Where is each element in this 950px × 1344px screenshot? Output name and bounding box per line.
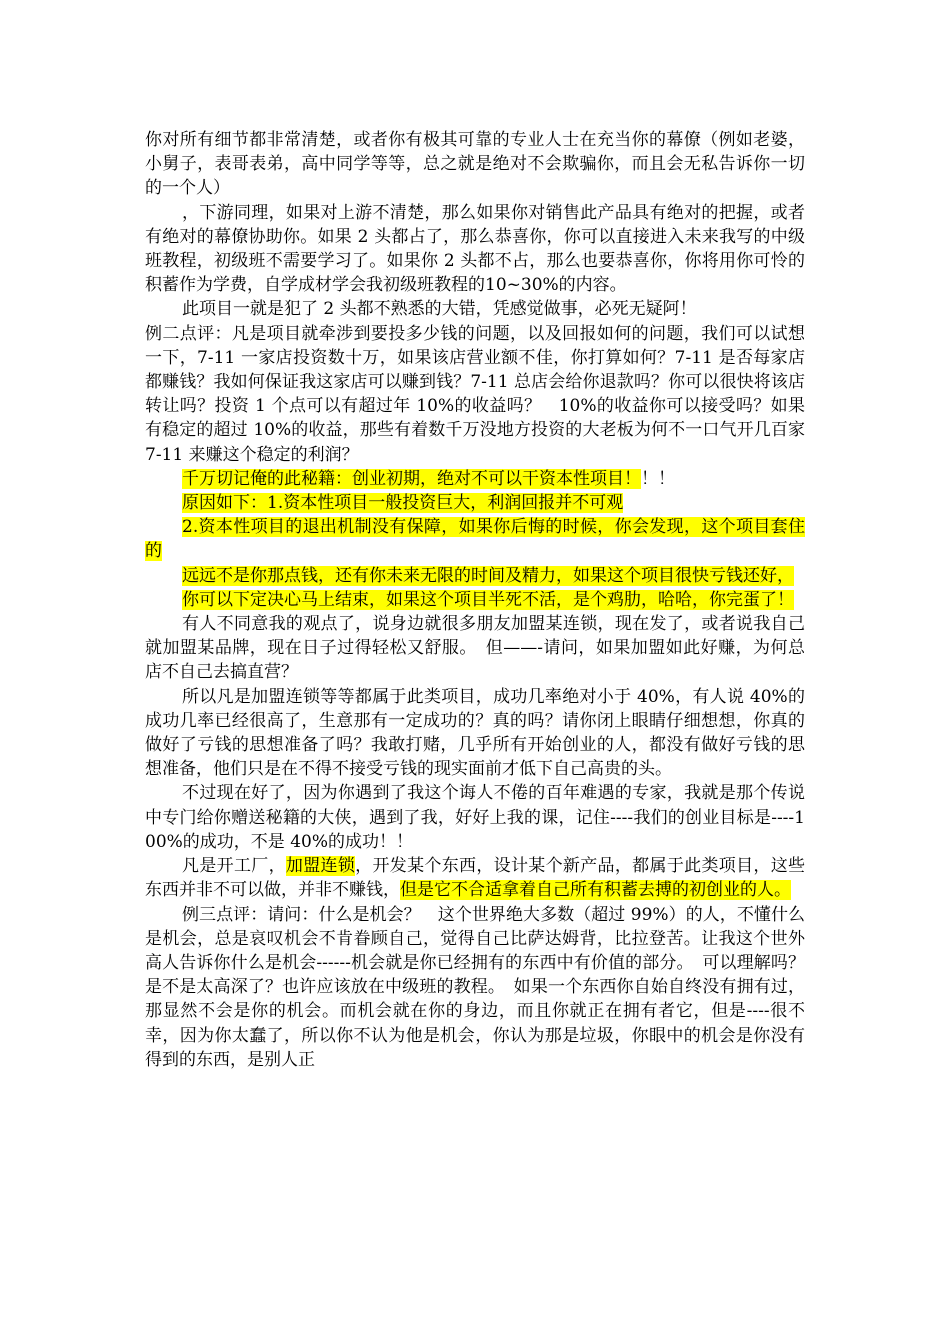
paragraph bbox=[145, 854, 805, 902]
paragraph bbox=[145, 515, 805, 563]
paragraph bbox=[145, 903, 822, 1072]
paragraph bbox=[145, 685, 805, 782]
text-segment: 所以凡是加盟连锁等等都属于此类项目，成功几率绝对小于 40%，有人说 40%的成功几率已经很高了，生意那有一定成功的？真的吗？请你闭上眼睛仔细想想，你真的做好了亏钱的思想准备了吗？我敢打赌，几乎所有开始创业的人，都没有做好亏钱的思想准备，他们只是在不得不接受亏钱的现实面前才低下自己高贵的头。 bbox=[145, 686, 805, 780]
paragraph bbox=[145, 612, 805, 685]
paragraph bbox=[145, 322, 805, 467]
text-segment: 不过现在好了，因为你遇到了我这个诲人不倦的百年难遇的专家，我就是那个传说中专门给你赠送秘籍的大侠，遇到了我，好好上我的课，记住----我们的创业目标是----100%的成功，不是 40%的成功！！ bbox=[145, 783, 805, 852]
highlighted-text: 2.资本性项目的退出机制没有保障，如果你后悔的时候，你会发现，这个项目套住的 bbox=[145, 517, 805, 562]
text-segment: ，下游同理，如果对上游不清楚，那么如果你对销售此产品具有绝对的把握，或者有绝对的幕僚协助你。如果 2 头都占了，那么恭喜你，你可以直接进入未来我写的中级班教程，初级班不需要学习了。如果你 2 头都不占，那么也要恭喜你，你将用你可怜的积蓄作为学费，自学成材学会我初级班教程的10~30%的内容。 bbox=[145, 202, 805, 296]
text-segment: 例二点评：凡是项目就牵涉到要投多少钱的问题，以及回报如何的问题，我们可以试想一下，7-11 一家店投资数十万，如果该店营业额不佳，你打算如何？7-11 是否每家店都赚钱？我如何保证我这家店可以赚到钱？7-11 总店会给你退款吗？你可以很快将该店转让吗？投资 1 个点可以有超过年 10%的收益吗？ 10%的收益你可以接受吗？如果有稳定的超过 10%的收益，那些有着数千万没地方投资的大老板为何不一口气开几百家 7-11 来赚这个稳定的利润？ bbox=[145, 323, 805, 465]
text-segment: 有人不同意我的观点了，说身边就很多朋友加盟某连锁，现在发了，或者说我自己就加盟某品牌，现在日子过得轻松又舒服。 但——-请问，如果加盟如此好赚，为何总店不自己去搞直营？ bbox=[145, 614, 805, 683]
highlighted-text: 但是它不合适拿着自己所有积蓄去搏的初创业的人。 bbox=[400, 880, 791, 901]
paragraph bbox=[145, 564, 805, 588]
text-segment: ，开发某个东西，设计某个新产品，都属于此类项目，这些东西并非不可以做，并非不赚钱， bbox=[145, 856, 806, 901]
highlighted-text: 原因如下：1.资本性项目一般投资巨大，利润回报并不可观 bbox=[182, 493, 624, 514]
text-segment: ！！ bbox=[641, 468, 675, 489]
paragraph bbox=[145, 297, 805, 321]
highlighted-text: 远远不是你那点钱，还有你未来无限的时间及精力，如果这个项目很快亏钱还好， bbox=[182, 565, 794, 586]
highlighted-text: 千万切记俺的此秘籍：创业初期，绝对不可以干资本性项目！ bbox=[182, 468, 641, 489]
paragraph bbox=[145, 781, 805, 854]
text-segment: 凡是开工厂， bbox=[182, 856, 286, 877]
paragraph bbox=[145, 201, 805, 298]
paragraph bbox=[145, 588, 805, 612]
highlighted-text: 加盟连锁 bbox=[285, 856, 356, 877]
text-segment: 例三点评：请问：什么是机会？ 这个世界绝大多数（超过 99%）的人，不懂什么是机会，总是哀叹机会不肯眷顾自己，觉得自己比萨达姆背，比拉登苦。让我这个世外高人告诉你什么是机会------机会就是你已经拥有的东西中有价值的部分。 可以理解吗？ 是不是太高深了？也许应该放在中级班的教程。 如果一个东西你自始自终没有拥有过，那显然不会是你的机会。而机会就在你的身边，而且你就正在拥有者它，但是----很不幸，因为你太蠢了，所以你不认为他是机会，你认为那是垃圾，你眼中的机会是你没有得到的东西，是别人正 bbox=[145, 904, 822, 1070]
paragraph bbox=[145, 128, 805, 201]
paragraph bbox=[145, 491, 805, 515]
document-page bbox=[145, 128, 822, 1072]
text-segment: 你对所有细节都非常清楚，或者你有极其可靠的专业人士在充当你的幕僚（例如老婆，小舅子，表哥表弟，高中同学等等，总之就是绝对不会欺骗你，而且会无私告诉你一切的一个人） bbox=[145, 130, 805, 199]
highlighted-text: 你可以下定决心马上结束，如果这个项目半死不活，是个鸡肋，哈哈，你完蛋了！ bbox=[182, 589, 794, 610]
text-segment: 此项目一就是犯了 2 头都不熟悉的大错，凭感觉做事，必死无疑阿！ bbox=[182, 299, 697, 320]
paragraph bbox=[145, 467, 805, 491]
